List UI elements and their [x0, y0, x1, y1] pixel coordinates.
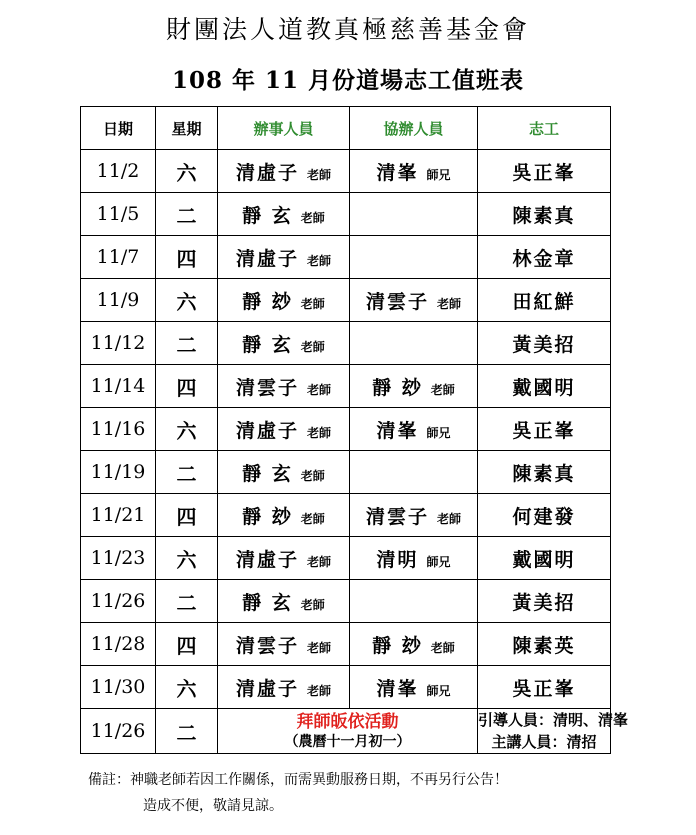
- assistant-cell: [350, 236, 478, 279]
- assistant-name: 靜 玅: [372, 376, 423, 399]
- staff-title: 老師: [300, 468, 325, 483]
- assistant-title: 師兄: [426, 683, 451, 698]
- assistant-cell: [350, 537, 478, 580]
- staff-cell: [218, 193, 350, 236]
- volunteer-cell: 黃美招: [478, 322, 611, 365]
- staff-title: 老師: [300, 296, 325, 311]
- date-cell: 11/23: [81, 537, 156, 580]
- event-speaker-line: 主講人員：清招: [491, 733, 597, 751]
- staff-cell: [218, 408, 350, 451]
- staff-cell: [218, 666, 350, 709]
- volunteer-cell: 吳正峯: [478, 150, 611, 193]
- table-row: [81, 279, 611, 322]
- event-info-cell: [478, 709, 629, 754]
- table-row: [81, 451, 611, 494]
- staff-cell: [218, 623, 350, 666]
- staff-title: 老師: [300, 210, 325, 225]
- assistant-cell: [350, 322, 478, 365]
- event-lunar-date: （農曆十一月初一）: [284, 733, 411, 750]
- assistant-title: 師兄: [426, 167, 451, 182]
- table-row: [81, 408, 611, 451]
- date-cell: 11/12: [81, 322, 156, 365]
- staff-name: 清虛子: [235, 419, 299, 442]
- assistant-title: 老師: [430, 382, 455, 397]
- date-cell: 11/9: [81, 279, 156, 322]
- table-row: [81, 623, 611, 666]
- staff-name: 靜 玄: [242, 204, 293, 227]
- volunteer-cell: 吳正峯: [478, 666, 611, 709]
- staff-title: 老師: [307, 425, 332, 440]
- assistant-name: 靜 玅: [372, 634, 423, 657]
- staff-title: 老師: [307, 382, 332, 397]
- table-row: [81, 150, 611, 193]
- table-row: [81, 537, 611, 580]
- assistant-cell: [350, 623, 478, 666]
- staff-cell: [218, 451, 350, 494]
- volunteer-cell: 陳素英: [478, 623, 611, 666]
- assistant-cell: [350, 494, 478, 537]
- volunteer-cell: 何建發: [478, 494, 611, 537]
- staff-cell: [218, 236, 350, 279]
- volunteer-cell: 戴國明: [478, 537, 611, 580]
- weekday-cell: 六: [156, 408, 218, 451]
- table-row: [81, 236, 611, 279]
- volunteer-cell: 陳素真: [478, 451, 611, 494]
- volunteer-cell: 黃美招: [478, 580, 611, 623]
- volunteer-cell: 吳正峯: [478, 408, 611, 451]
- date-cell: 11/7: [81, 236, 156, 279]
- footnote-line-2: 造成不便，敬請見諒。: [143, 798, 283, 814]
- date-cell: 11/14: [81, 365, 156, 408]
- assistant-name: 清雲子: [365, 290, 429, 313]
- weekday-cell: 二: [156, 580, 218, 623]
- staff-cell: [218, 494, 350, 537]
- date-cell: 11/30: [81, 666, 156, 709]
- staff-cell: [218, 322, 350, 365]
- assistant-title: 老師: [437, 511, 462, 526]
- staff-name: 清雲子: [235, 634, 299, 657]
- date-cell: 11/2: [81, 150, 156, 193]
- staff-name: 清虛子: [235, 548, 299, 571]
- staff-cell: [218, 365, 350, 408]
- header-staff: 辦事人員: [218, 107, 350, 150]
- assistant-name: 清峯: [376, 677, 419, 700]
- assistant-cell: [350, 193, 478, 236]
- date-cell: 11/28: [81, 623, 156, 666]
- assistant-title: 老師: [430, 640, 455, 655]
- weekday-cell: 六: [156, 666, 218, 709]
- header-weekday: 星期: [156, 107, 218, 150]
- staff-title: 老師: [300, 339, 325, 354]
- table-row: [81, 580, 611, 623]
- assistant-cell: [350, 150, 478, 193]
- event-row: [81, 709, 611, 754]
- staff-cell: [218, 537, 350, 580]
- assistant-cell: [350, 451, 478, 494]
- date-cell: 11/16: [81, 408, 156, 451]
- table-row: [81, 322, 611, 365]
- date-cell: 11/26: [81, 580, 156, 623]
- weekday-cell: 四: [156, 236, 218, 279]
- date-cell: 11/19: [81, 451, 156, 494]
- footnote-line-1: 備註：神職老師若因工作關係，而需異動服務日期，不再另行公告！: [88, 772, 508, 788]
- header-volunteer: 志工: [478, 107, 611, 150]
- staff-name: 清虛子: [235, 247, 299, 270]
- date-cell: 11/21: [81, 494, 156, 537]
- staff-title: 老師: [307, 640, 332, 655]
- schedule-title: 108 年 11 月份道場志工值班表: [171, 67, 525, 94]
- table-row: [81, 494, 611, 537]
- duty-roster-table: [80, 106, 629, 754]
- staff-name: 靜 玅: [242, 290, 293, 313]
- header-assistant: 協辦人員: [350, 107, 478, 150]
- event-date-cell: 11/26: [81, 709, 156, 754]
- event-title: 拜師皈依活動: [296, 711, 399, 732]
- staff-title: 老師: [307, 167, 332, 182]
- assistant-name: 清峯: [376, 419, 419, 442]
- volunteer-cell: 戴國明: [478, 365, 611, 408]
- weekday-cell: 六: [156, 537, 218, 580]
- assistant-cell: [350, 279, 478, 322]
- staff-cell: [218, 279, 350, 322]
- assistant-title: 師兄: [426, 425, 451, 440]
- weekday-cell: 二: [156, 322, 218, 365]
- staff-name: 清雲子: [235, 376, 299, 399]
- staff-name: 靜 玅: [242, 505, 293, 528]
- assistant-title: 老師: [437, 296, 462, 311]
- weekday-cell: 四: [156, 365, 218, 408]
- table-row: [81, 193, 611, 236]
- table-row: [81, 666, 611, 709]
- weekday-cell: 四: [156, 623, 218, 666]
- assistant-name: 清雲子: [365, 505, 429, 528]
- staff-title: 老師: [307, 554, 332, 569]
- volunteer-cell: 田紅鮮: [478, 279, 611, 322]
- staff-cell: [218, 150, 350, 193]
- assistant-cell: [350, 580, 478, 623]
- assistant-cell: [350, 365, 478, 408]
- weekday-cell: 四: [156, 494, 218, 537]
- assistant-cell: [350, 666, 478, 709]
- weekday-cell: 六: [156, 279, 218, 322]
- footnote: [88, 767, 508, 819]
- table-header-row: [81, 107, 611, 150]
- weekday-cell: 六: [156, 150, 218, 193]
- staff-title: 老師: [300, 597, 325, 612]
- staff-cell: [218, 580, 350, 623]
- staff-title: 老師: [300, 511, 325, 526]
- assistant-name: 清明: [376, 548, 419, 571]
- staff-title: 老師: [307, 683, 332, 698]
- event-cell: [218, 709, 478, 754]
- staff-name: 清虛子: [235, 677, 299, 700]
- organization-title: 財團法人道教真極慈善基金會: [165, 15, 530, 44]
- volunteer-cell: 林金章: [478, 236, 611, 279]
- header-date: 日期: [81, 107, 156, 150]
- staff-name: 靜 玄: [242, 591, 293, 614]
- date-cell: 11/5: [81, 193, 156, 236]
- weekday-cell: 二: [156, 193, 218, 236]
- assistant-name: 清峯: [376, 161, 419, 184]
- assistant-title: 師兄: [426, 554, 451, 569]
- assistant-cell: [350, 408, 478, 451]
- weekday-cell: 二: [156, 451, 218, 494]
- staff-name: 靜 玄: [242, 333, 293, 356]
- volunteer-cell: 陳素真: [478, 193, 611, 236]
- roster-body: [81, 150, 611, 709]
- staff-name: 清虛子: [235, 161, 299, 184]
- event-guide-line: 引導人員：清明、清峯: [478, 711, 629, 729]
- staff-name: 靜 玄: [242, 462, 293, 485]
- staff-title: 老師: [307, 253, 332, 268]
- event-weekday-cell: 二: [156, 709, 218, 754]
- table-row: [81, 365, 611, 408]
